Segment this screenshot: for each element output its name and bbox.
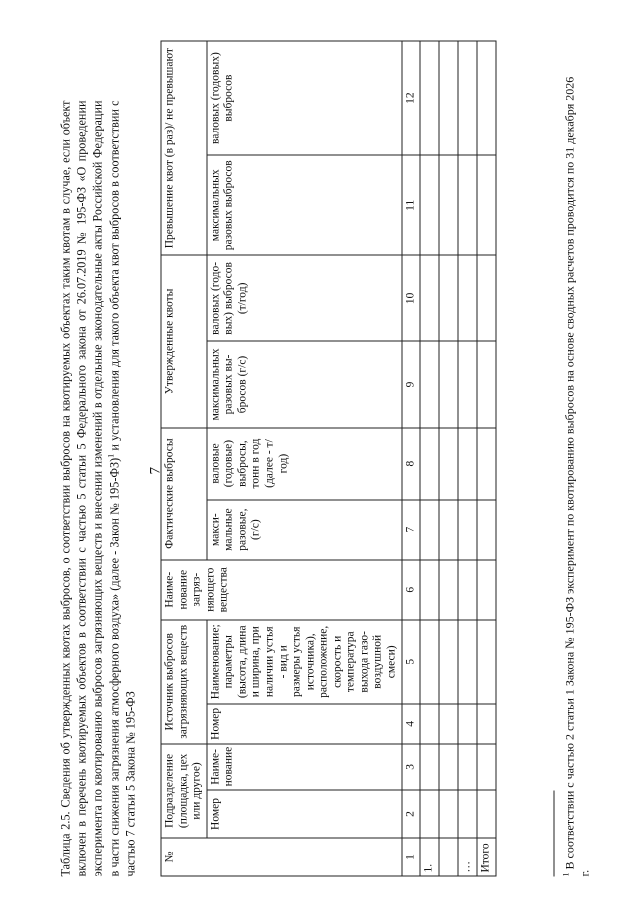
header-subdivision: Подразделение (площадка, цех или другое) <box>161 744 207 838</box>
table-cell <box>458 704 477 744</box>
total-row <box>477 41 496 876</box>
header-row-1 <box>161 41 207 876</box>
table-cell <box>439 704 458 744</box>
table-cell <box>439 155 458 255</box>
table-cell <box>477 428 496 500</box>
table-cell <box>420 620 439 704</box>
header-src-name: Наименование; параметры (высота, длина и ширина, при наличии устья - вид и размеры устья источника), расположение, скорость и температура выхода газо-воздушной смеси) <box>206 620 401 704</box>
table-cell <box>420 41 439 155</box>
table-cell <box>439 560 458 620</box>
table-cell <box>458 560 477 620</box>
table-cell <box>439 500 458 560</box>
column-number: 3 <box>401 744 420 790</box>
column-number: 5 <box>401 620 420 704</box>
caption-text: Таблица 2.5. Сведения об утвержденных квотах выбросов, о соответствии выбросов на квотируемых объектах таким квотам в случае, если объект включен в перечень квотируемых объектов в соответствии с частью 5 статьи 5 Федерального закона от 26.07.2019 № 195-ФЗ «О проведении эксперимента по квотированию выбросов загрязняющих веществ и внесении изменений в отдельные законодательные акты Российской Федерации в части снижения загрязнения атмосферного воздуха» (далее - Закон № 195-ФЗ) <box>58 100 122 877</box>
header-source: Источник выбросов загрязняющих веществ <box>161 620 207 744</box>
table-cell <box>439 255 458 341</box>
table-cell <box>477 41 496 155</box>
column-number: 12 <box>401 41 420 155</box>
header-excess: Превышение квот (в раз)/ не превышают <box>161 41 207 255</box>
table-cell <box>458 255 477 341</box>
footnote-divider <box>553 791 554 877</box>
table-cell <box>477 744 496 790</box>
table-cell <box>439 341 458 427</box>
table-cell <box>477 704 496 744</box>
table-caption <box>58 101 139 877</box>
table-cell <box>477 560 496 620</box>
column-number: 10 <box>401 255 420 341</box>
table-cell <box>420 704 439 744</box>
column-number: 6 <box>401 560 420 620</box>
table-cell <box>477 155 496 255</box>
table-cell <box>477 620 496 704</box>
caption-footnote-ref: 1 <box>105 453 115 458</box>
table-cell <box>439 620 458 704</box>
table-cell <box>439 428 458 500</box>
footnote-mark: 1 <box>561 872 570 877</box>
table-cell <box>477 500 496 560</box>
page-number: 7 <box>147 467 163 475</box>
header-actual-gross: валовые (годовые) выбросы, тонн в год (далее - т/год) <box>206 428 401 500</box>
table-cell <box>458 41 477 155</box>
column-number: 4 <box>401 704 420 744</box>
column-number-row <box>401 41 420 876</box>
header-actual-max: макси-мальные разовые, (г/с) <box>206 500 401 560</box>
header-src-number: Номер <box>206 704 401 744</box>
table-cell <box>420 255 439 341</box>
header-excess-max: максимальных разовых выбросов <box>206 155 401 255</box>
header-excess-gross: валовых (годовых) выбросов <box>206 41 401 155</box>
table-cell <box>458 500 477 560</box>
table-cell <box>458 155 477 255</box>
table-cell <box>420 341 439 427</box>
row-label: … <box>458 838 477 876</box>
header-sub-number: Номер <box>206 790 401 838</box>
table-cell <box>477 341 496 427</box>
table-cell <box>420 500 439 560</box>
footnote <box>561 77 593 877</box>
table-cell <box>420 560 439 620</box>
column-number: 8 <box>401 428 420 500</box>
table-row <box>458 41 477 876</box>
table-cell <box>420 744 439 790</box>
table-cell <box>477 790 496 838</box>
footnote-text: В соответствии с частью 2 статьи 1 Закона № 195-ФЗ эксперимент по квотированию выбросов на основе сводных расчетов проводится по 31 декабря 2026 г. <box>562 76 592 877</box>
header-actual: Фактические выбросы <box>161 428 207 560</box>
header-approved: Утвержденные квоты <box>161 255 207 427</box>
table-cell <box>458 790 477 838</box>
row-label <box>439 838 458 876</box>
row-label-total: Итого <box>477 838 496 876</box>
header-sub-name: Наиме-нование <box>206 744 401 790</box>
column-number: 9 <box>401 341 420 427</box>
column-number: 7 <box>401 500 420 560</box>
header-num: № <box>161 838 402 876</box>
table-row <box>420 41 439 876</box>
quota-table <box>160 41 496 877</box>
caption-text-tail: и установления для такого объекта квот выбросов в соответствии с частью 7 статьи 5 Закона № 195-ФЗ <box>107 100 137 877</box>
table-cell <box>439 41 458 155</box>
table-cell <box>439 790 458 838</box>
column-number: 1 <box>401 838 420 876</box>
header-approved-gross: валовых (годо-вых) выбросов (т/год) <box>206 255 401 341</box>
table-cell <box>458 341 477 427</box>
header-approved-max: максимальных разовых вы-бросов (г/с) <box>206 341 401 427</box>
table-cell <box>458 744 477 790</box>
table-row <box>439 41 458 876</box>
table-cell <box>477 255 496 341</box>
table-cell <box>458 620 477 704</box>
table-cell <box>420 428 439 500</box>
row-label: 1. <box>420 838 439 876</box>
table-cell <box>439 744 458 790</box>
table-cell <box>420 155 439 255</box>
header-pollutant: Наиме-нование загряз-няющего вещества <box>161 560 402 620</box>
header-row-2 <box>206 41 401 876</box>
table-cell <box>420 790 439 838</box>
table-cell <box>458 428 477 500</box>
column-number: 11 <box>401 155 420 255</box>
column-number: 2 <box>401 790 420 838</box>
